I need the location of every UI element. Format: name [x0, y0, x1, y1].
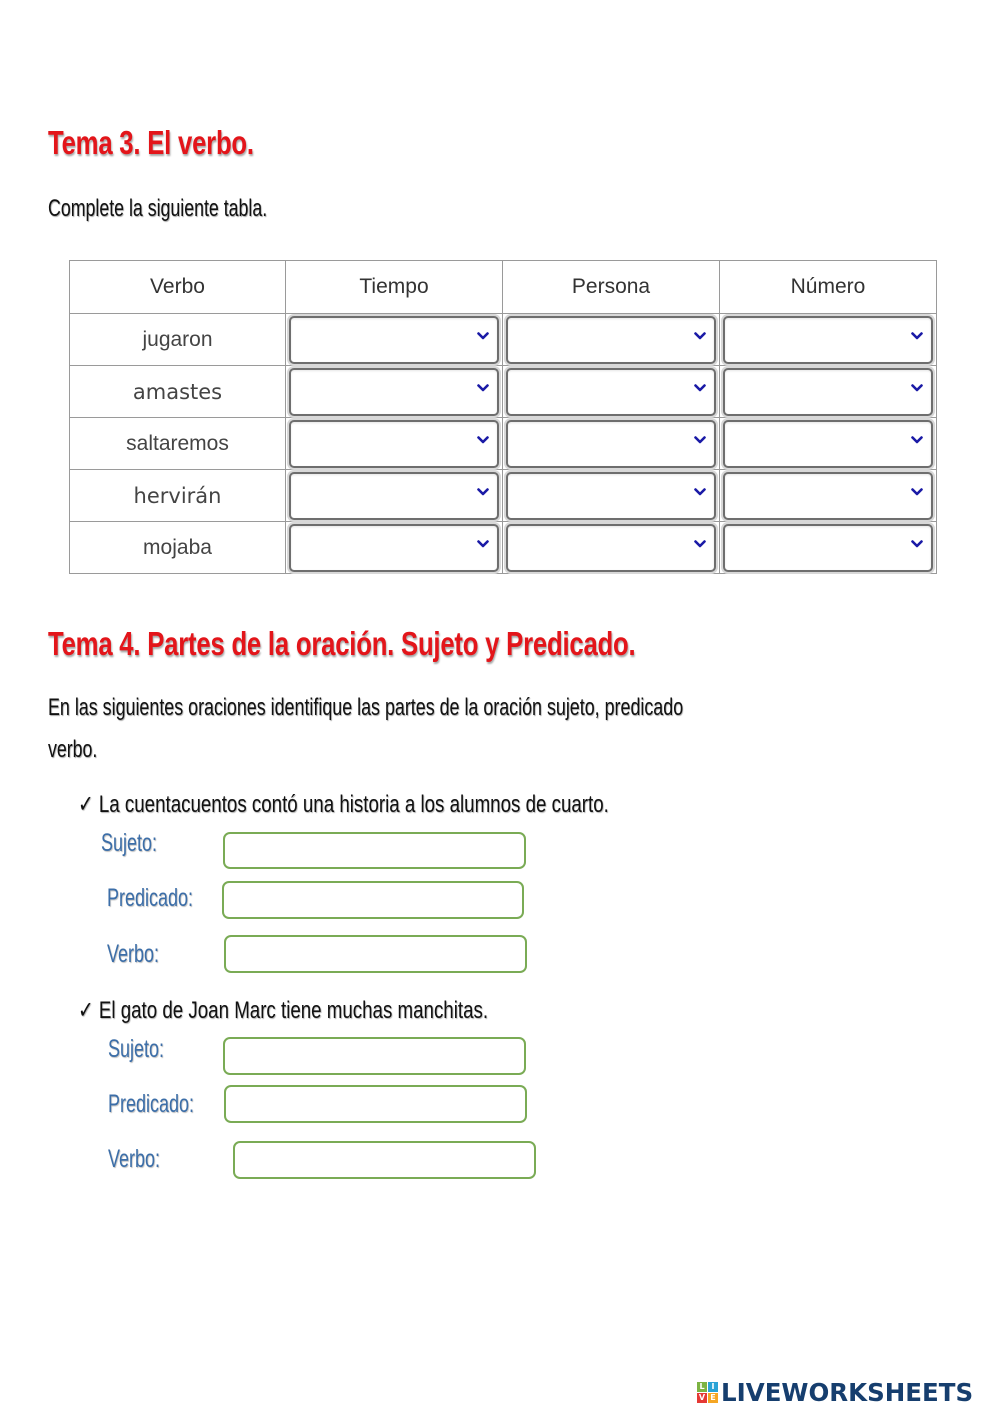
- persona-cell: [503, 522, 720, 574]
- sentence-2-sujeto-input[interactable]: [223, 1037, 526, 1075]
- chevron-down-icon: [694, 383, 706, 393]
- chevron-down-icon: [477, 539, 489, 549]
- chevron-down-icon: [694, 487, 706, 497]
- chevron-down-icon: [477, 487, 489, 497]
- chevron-down-icon: [477, 331, 489, 341]
- tiempo-dropdown[interactable]: [289, 472, 499, 520]
- table-row: [70, 366, 937, 418]
- sentence-1-sujeto-label: Sujeto:: [101, 829, 158, 857]
- check-mark-icon: ✓: [78, 791, 94, 818]
- chevron-down-icon: [694, 539, 706, 549]
- sentence-1-text: La cuentacuentos contó una historia a los alumnos de cuarto.: [98, 791, 609, 818]
- sentence-1-predicado-label: Predicado:: [107, 884, 194, 912]
- table-row: [70, 470, 937, 522]
- chevron-down-icon: [911, 331, 923, 341]
- table-row: [70, 418, 937, 470]
- numero-cell: [720, 314, 937, 366]
- check-mark-icon: ✓: [78, 997, 94, 1024]
- section-4-title: Tema 4. Partes de la oración. Sujeto y Predicado.: [48, 625, 636, 662]
- numero-cell: [720, 522, 937, 574]
- chevron-down-icon: [477, 435, 489, 445]
- verb-cell: hervirán: [70, 470, 286, 522]
- persona-cell: [503, 418, 720, 470]
- tiempo-cell: [286, 366, 503, 418]
- numero-cell: [720, 418, 937, 470]
- numero-cell: [720, 366, 937, 418]
- sentence-2-text: El gato de Joan Marc tiene muchas manchitas.: [98, 997, 489, 1024]
- chevron-down-icon: [694, 331, 706, 341]
- sentence-2-sujeto-label: Sujeto:: [108, 1035, 165, 1063]
- numero-dropdown[interactable]: [723, 316, 933, 364]
- chevron-down-icon: [911, 383, 923, 393]
- section-3-instruction: Complete la siguiente tabla.: [48, 195, 268, 222]
- chevron-down-icon: [694, 435, 706, 445]
- numero-dropdown[interactable]: [723, 420, 933, 468]
- chevron-down-icon: [477, 383, 489, 393]
- numero-dropdown[interactable]: [723, 524, 933, 572]
- sentence-2-predicado-input[interactable]: [224, 1085, 527, 1123]
- sentence-1-verbo-label: Verbo:: [107, 940, 160, 968]
- numero-dropdown[interactable]: [723, 472, 933, 520]
- table-header-row: [70, 261, 937, 314]
- verb-cell: mojaba: [70, 522, 286, 574]
- section-4-instruction-line-1: En las siguientes oraciones identifique las partes de la oración sujeto, predicado: [48, 694, 684, 721]
- sentence-1-predicado-input[interactable]: [222, 881, 524, 919]
- verb-cell: amastes: [70, 366, 286, 418]
- persona-cell: [503, 314, 720, 366]
- chevron-down-icon: [911, 435, 923, 445]
- verb-cell: jugaron: [70, 314, 286, 366]
- verb-table: [69, 260, 937, 574]
- numero-dropdown[interactable]: [723, 368, 933, 416]
- logo-tile-l: L: [697, 1382, 707, 1392]
- table-row: [70, 314, 937, 366]
- tiempo-cell: [286, 314, 503, 366]
- sentence-1-sujeto-input[interactable]: [223, 832, 526, 869]
- tiempo-cell: [286, 470, 503, 522]
- logo-text: LIVEWORKSHEETS: [721, 1378, 974, 1407]
- sentence-2: [78, 996, 488, 1025]
- persona-dropdown[interactable]: [506, 472, 716, 520]
- tiempo-dropdown[interactable]: [289, 420, 499, 468]
- tiempo-dropdown[interactable]: [289, 368, 499, 416]
- logo-tile-i: I: [708, 1382, 718, 1392]
- chevron-down-icon: [911, 487, 923, 497]
- sentence-2-verbo-label: Verbo:: [108, 1145, 161, 1173]
- persona-cell: [503, 366, 720, 418]
- persona-cell: [503, 470, 720, 522]
- chevron-down-icon: [911, 539, 923, 549]
- sentence-2-verbo-input[interactable]: [233, 1141, 536, 1179]
- tiempo-dropdown[interactable]: [289, 524, 499, 572]
- column-header-verbo: Verbo: [70, 261, 286, 314]
- tiempo-cell: [286, 522, 503, 574]
- sentence-1-verbo-input[interactable]: [224, 935, 527, 973]
- logo-tile-e: E: [708, 1393, 718, 1403]
- tiempo-dropdown[interactable]: [289, 316, 499, 364]
- persona-dropdown[interactable]: [506, 316, 716, 364]
- column-header-tiempo: Tiempo: [286, 261, 503, 314]
- column-header-numero: Número: [720, 261, 937, 314]
- persona-dropdown[interactable]: [506, 368, 716, 416]
- persona-dropdown[interactable]: [506, 420, 716, 468]
- persona-dropdown[interactable]: [506, 524, 716, 572]
- verb-cell: saltaremos: [70, 418, 286, 470]
- section-4-instruction-line-2: verbo.: [48, 736, 98, 763]
- tiempo-cell: [286, 418, 503, 470]
- live-tiles-icon: [697, 1382, 718, 1403]
- numero-cell: [720, 470, 937, 522]
- logo-tile-v: V: [698, 1393, 706, 1402]
- sentence-2-predicado-label: Predicado:: [108, 1090, 195, 1118]
- section-3-title: Tema 3. El verbo.: [48, 124, 254, 161]
- table-row: [70, 522, 937, 574]
- column-header-persona: Persona: [503, 261, 720, 314]
- sentence-1: [78, 790, 609, 819]
- liveworksheets-logo: [697, 1378, 978, 1407]
